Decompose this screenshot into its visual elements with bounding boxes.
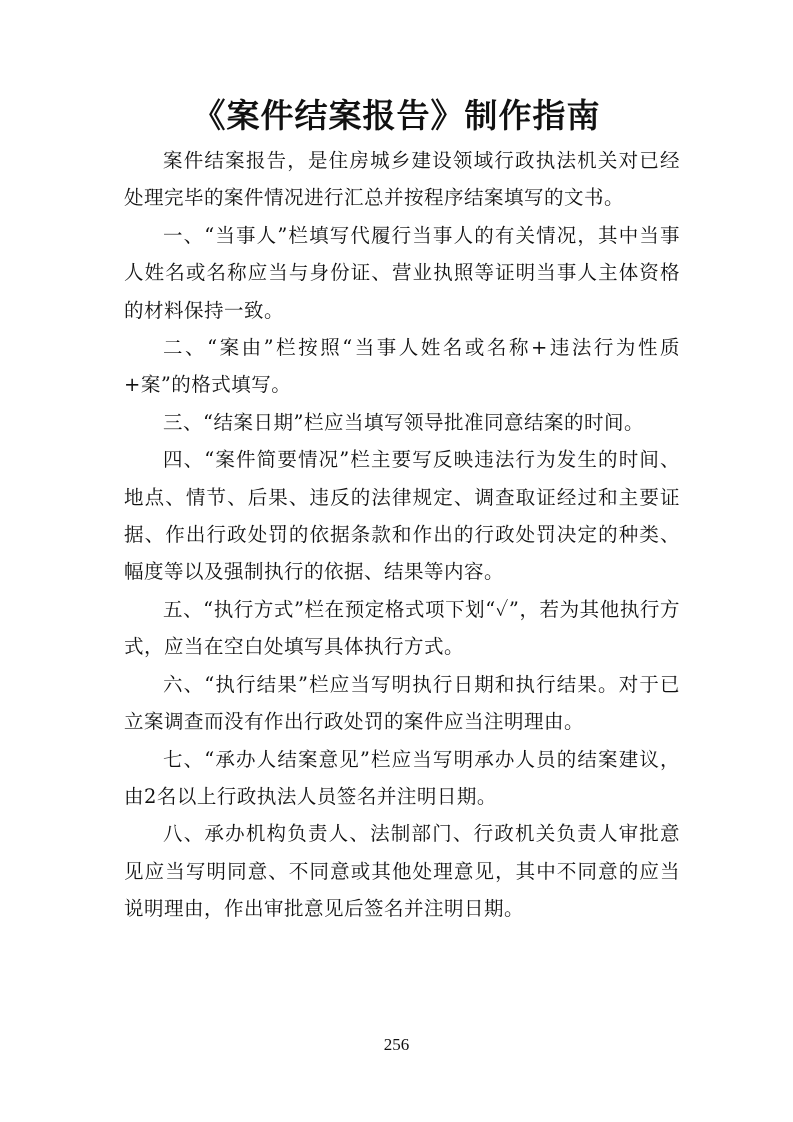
paragraph-execution-method: 五、“执行方式”栏在预定格式项下划“✓”，若为其他执行方式，应当在空白处填写具体执行方式。 bbox=[124, 597, 680, 659]
paragraph-approval: 八、承办机构负责人、法制部门、行政机关负责人审批意见应当写明同意、不同意或其他处理意见，其中不同意的应当说明理由，作出审批意见后签名并注明日期。 bbox=[124, 822, 680, 921]
paragraph-party: 一、“当事人”栏填写代履行当事人的有关情况，其中当事人姓名或名称应当与身份证、营业执照等证明当事人主体资格的材料保持一致。 bbox=[124, 223, 680, 322]
paragraph-intro: 案件结案报告，是住房城乡建设领域行政执法机关对已经处理完毕的案件情况进行汇总并按程序结案填写的文书。 bbox=[124, 149, 680, 210]
paragraph-closing-date: 三、“结案日期”栏应当填写领导批准同意结案的时间。 bbox=[163, 410, 644, 434]
page-number: 256 bbox=[383, 1035, 410, 1054]
page-title: 《案件结案报告》制作指南 bbox=[192, 96, 601, 135]
paragraph-cause: 二、“案由”栏按照“当事人姓名或名称+违法行为性质+案”的格式填写。 bbox=[124, 336, 680, 397]
paragraph-case-summary: 四、“案件简要情况”栏主要写反映违法行为发生的时间、地点、情节、后果、违反的法律规定、调查取证经过和主要证据、作出行政处罚的依据条款和作出的行政处罚决定的种类、幅度等以及强制执行的依据、结果等内容。 bbox=[124, 448, 680, 584]
paragraph-execution-result: 六、“执行结果”栏应当写明执行日期和执行结果。对于已立案调查而没有作出行政处罚的案件应当注明理由。 bbox=[124, 672, 680, 734]
paragraph-handler-opinion: 七、“承办人结案意见”栏应当写明承办人员的结案建议，由2名以上行政执法人员签名并注明日期。 bbox=[124, 747, 680, 808]
document-body bbox=[124, 142, 680, 928]
